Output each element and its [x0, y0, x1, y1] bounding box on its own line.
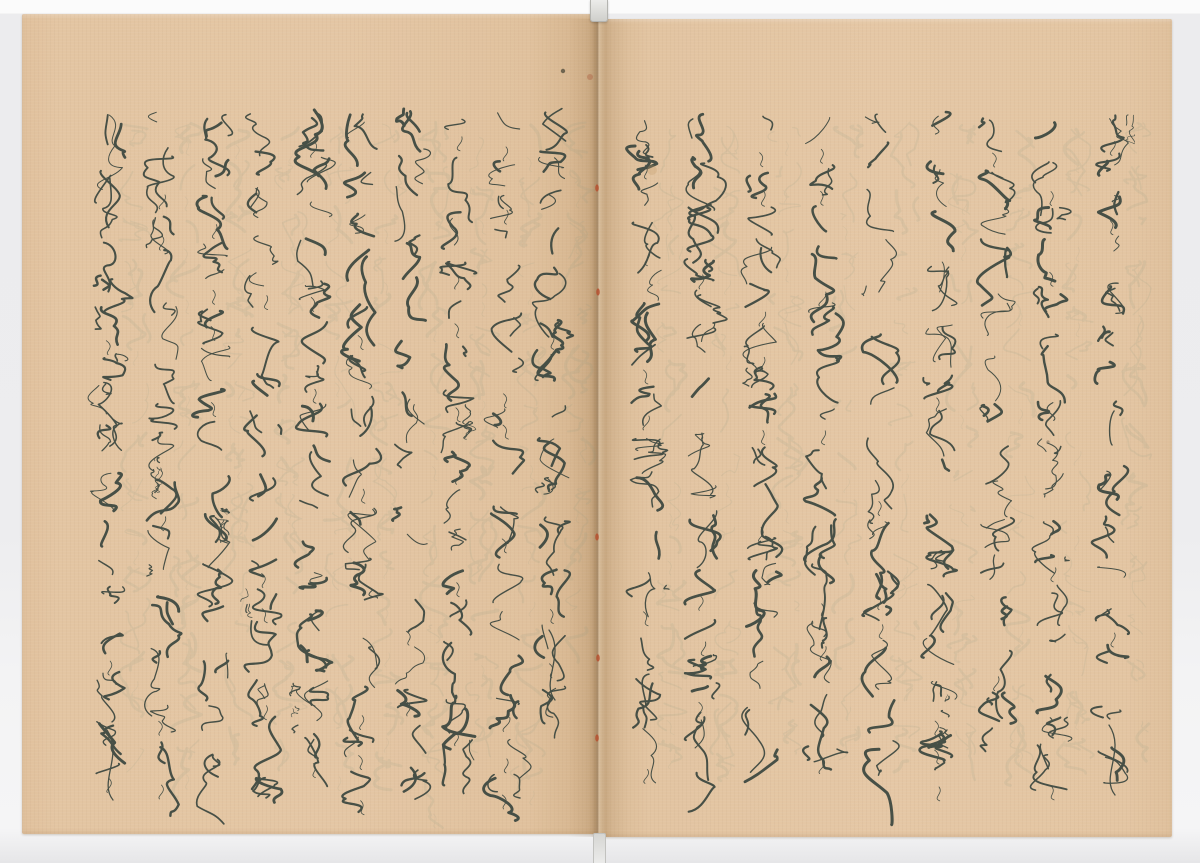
paper-stain-marks	[561, 69, 1050, 444]
calligraphy-columns-left	[88, 109, 573, 824]
gutter-stitch-marks	[595, 184, 600, 741]
show-through-ink-right	[653, 122, 1151, 785]
calligraphy-columns-right	[627, 112, 1135, 825]
